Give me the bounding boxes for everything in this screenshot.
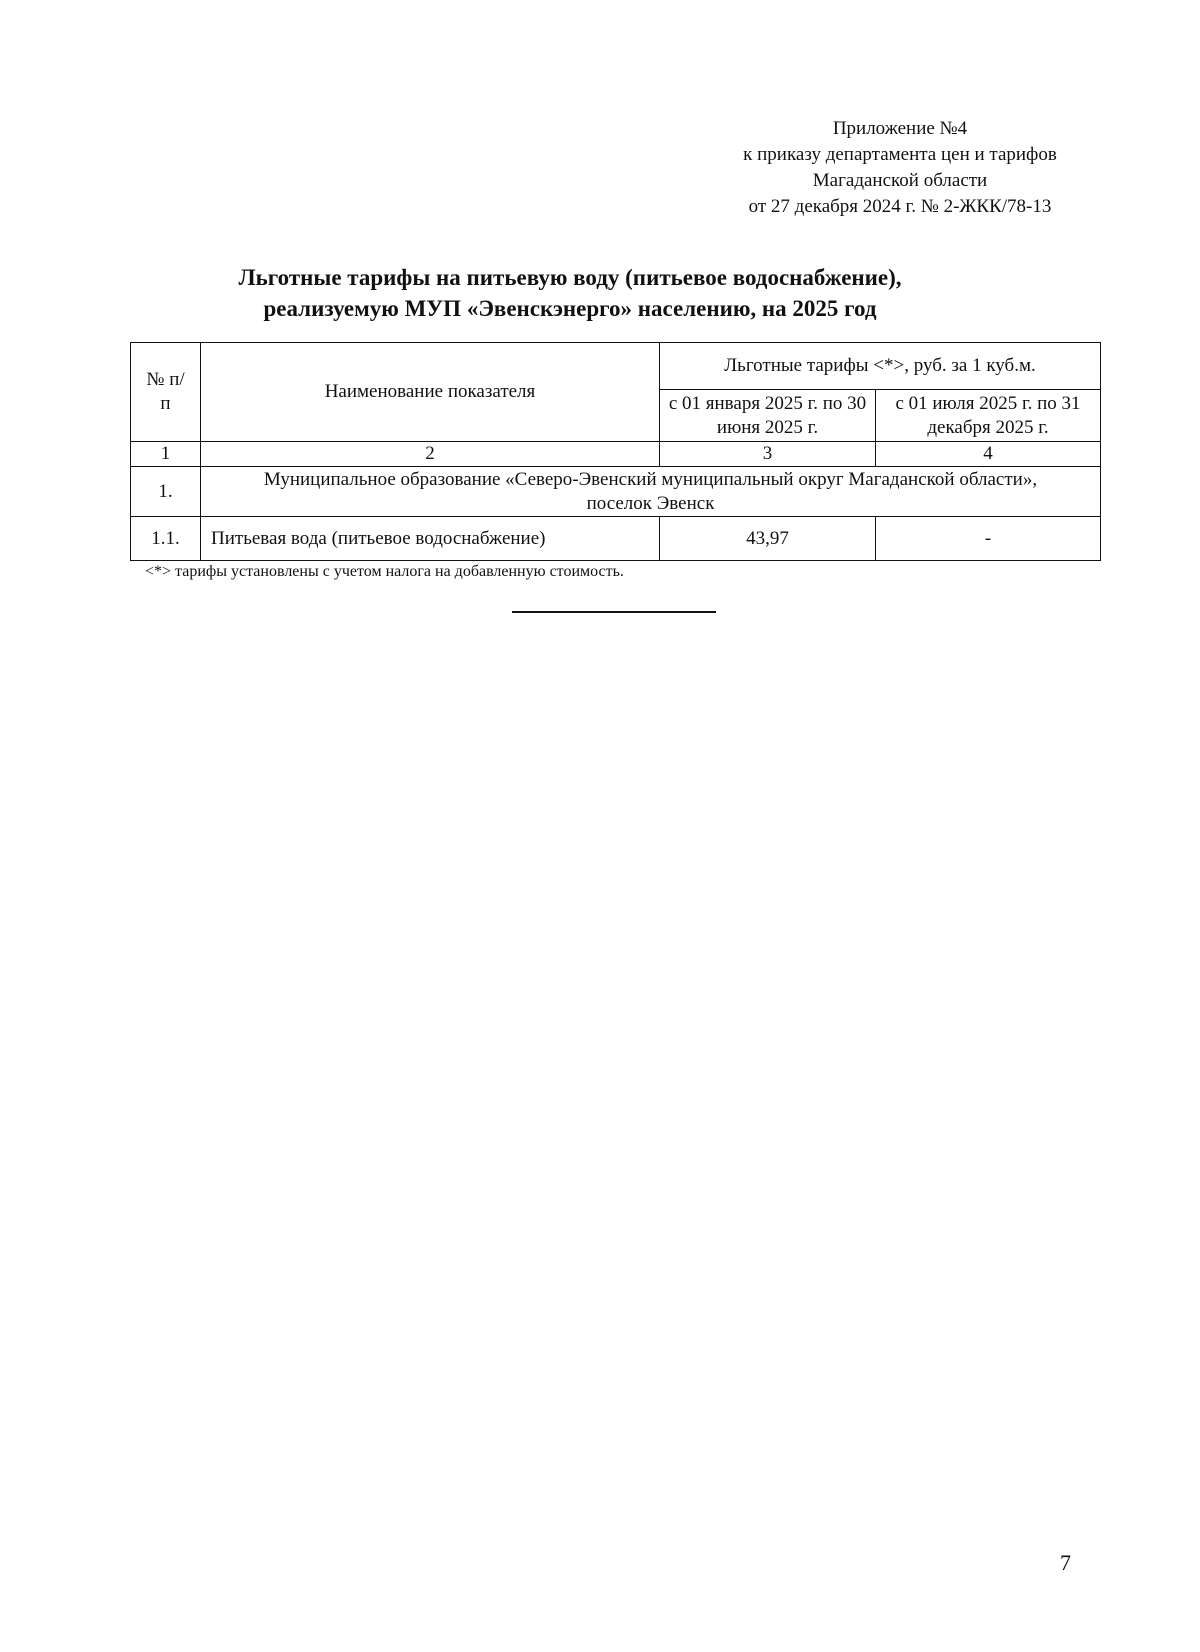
row-period1-value: 43,97 bbox=[660, 517, 876, 561]
document-title bbox=[130, 262, 1010, 324]
header-name: Наименование показателя bbox=[201, 343, 660, 442]
section-name: Муниципальное образование «Северо-Эвенский муниципальный округ Магаданской области», поселок Эвенск bbox=[201, 467, 1101, 517]
column-number-1: 1 bbox=[131, 442, 201, 467]
header-period1: с 01 января 2025 г. по 30 июня 2025 г. bbox=[660, 390, 876, 442]
page-number: 7 bbox=[1060, 1550, 1071, 1575]
appendix-block bbox=[700, 116, 1100, 220]
separator-line bbox=[512, 611, 716, 613]
row-num: 1.1. bbox=[131, 517, 201, 561]
appendix-order-ref: к приказу департамента цен и тарифов bbox=[743, 144, 1057, 165]
section-num: 1. bbox=[131, 467, 201, 517]
column-number-4: 4 bbox=[876, 442, 1101, 467]
row-period2-value: - bbox=[876, 517, 1101, 561]
column-number-3: 3 bbox=[660, 442, 876, 467]
appendix-date-number: от 27 декабря 2024 г. № 2-ЖКК/78-13 bbox=[748, 196, 1052, 217]
document-title-line2: реализуемую МУП «Эвенскэнерго» населению, на 2025 год bbox=[263, 296, 877, 321]
tariff-table bbox=[130, 342, 1101, 561]
appendix-title: Приложение №4 bbox=[832, 118, 968, 139]
row-name: Питьевая вода (питьевое водоснабжение) bbox=[201, 517, 660, 561]
header-num: № п/п bbox=[131, 343, 201, 442]
appendix-region: Магаданской области bbox=[812, 170, 988, 191]
header-period2: с 01 июля 2025 г. по 31 декабря 2025 г. bbox=[876, 390, 1101, 442]
footnote: <*> тарифы установлены с учетом налога на добавленную стоимость. bbox=[145, 563, 624, 580]
header-tariffs: Льготные тарифы <*>, руб. за 1 куб.м. bbox=[660, 343, 1101, 390]
document-title-line1: Льготные тарифы на питьевую воду (питьевое водоснабжение), bbox=[238, 265, 902, 290]
table-row bbox=[131, 517, 1101, 561]
column-number-2: 2 bbox=[201, 442, 660, 467]
